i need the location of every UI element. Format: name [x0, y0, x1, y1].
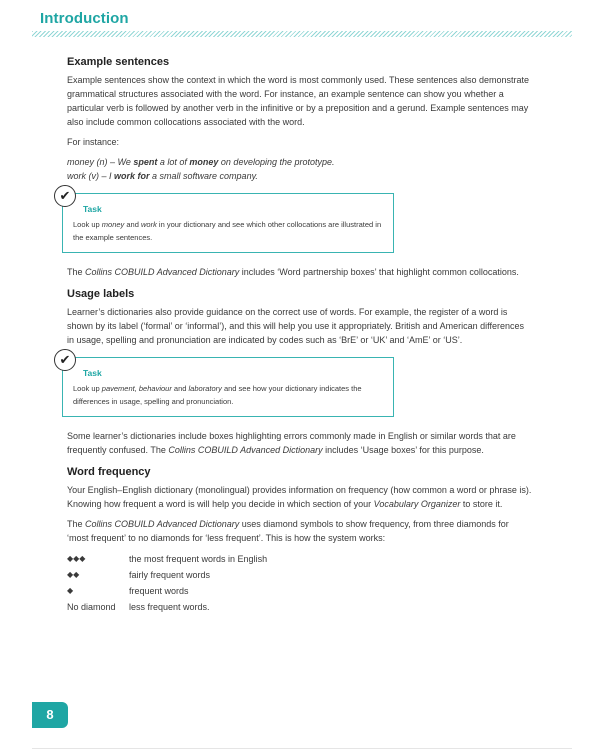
- heading-usage-labels: Usage labels: [67, 288, 135, 300]
- section-title: Introduction: [40, 10, 129, 27]
- no-diamond-label: No diamond: [67, 602, 116, 612]
- example-paragraph-2: The Collins COBUILD Advanced Dictionary includes ‘Word partnership boxes’ that highlight common collocations.: [67, 267, 519, 277]
- checkmark-icon: ✔: [54, 185, 76, 207]
- frequency-table: [67, 551, 532, 615]
- checkmark-icon: ✔: [54, 349, 76, 371]
- frequency-row: [67, 567, 532, 583]
- header-rule: [32, 31, 572, 37]
- diamond-icon: ◆: [67, 586, 74, 595]
- task-box-usage: [59, 352, 394, 417]
- heading-word-frequency: Word frequency: [67, 466, 151, 478]
- example-paragraph-1: Example sentences show the context in which the word is most commonly used. These sentences also demonstrate grammatical structures associated with the word. For instance, an example sentence can show you whether a particular verb is followed by another verb in the infinitive or by a preposition and a gerund. Example sentences may also include common collocations associated with the word.: [67, 75, 530, 127]
- diamond-icon: ◆◆◆: [67, 554, 86, 563]
- frequency-row: [67, 599, 532, 615]
- page-header: [0, 8, 600, 38]
- task-label: Task: [83, 204, 102, 214]
- task-text: Look up pavement, behaviour and laboratory and see how your dictionary indicates the differences in usage, spelling and pronunciation.: [73, 384, 362, 406]
- frequency-description: fairly frequent words: [129, 570, 211, 580]
- task-text: Look up money and work in your dictionary and see which other collocations are illustrated in the example sentences.: [73, 220, 382, 242]
- frequency-description: less frequent words.: [129, 602, 210, 612]
- page-number-tab: 8: [32, 702, 68, 728]
- frequency-description: frequent words: [129, 586, 189, 596]
- task-label: Task: [83, 368, 102, 378]
- frequency-paragraph-1: Your English–English dictionary (monolingual) provides information on frequency (how common a word or phrase is). Knowing how frequent a word is will help you decide in which section of your Vocabulary Organizer to store it.: [67, 485, 532, 509]
- page-content: [59, 55, 532, 615]
- bottom-rule: [32, 748, 572, 749]
- frequency-row: [67, 583, 532, 599]
- frequency-description: the most frequent words in English: [129, 554, 268, 564]
- heading-example-sentences: Example sentences: [67, 56, 170, 68]
- task-box-collocations: [59, 188, 394, 253]
- frequency-row: [67, 551, 532, 567]
- example-line-work: work (v) – I work for a small software company.: [67, 171, 258, 181]
- usage-paragraph-2: Some learner’s dictionaries include boxes highlighting errors commonly made in English or similar words that are frequently confused. The Collins COBUILD Advanced Dictionary includes ‘Usage boxes’ for this purpose.: [67, 431, 516, 455]
- usage-paragraph-1: Learner’s dictionaries also provide guidance on the correct use of words. For example, the register of a word is shown by its label (‘formal’ or ‘informal’), and this will help you use it appropriately. British and American differences in usage, spelling and pronunciation are indicated by codes such as ‘BrE’ or ‘UK’ and ‘AmE’ or ‘US’.: [67, 307, 525, 345]
- frequency-paragraph-2: The Collins COBUILD Advanced Dictionary uses diamond symbols to show frequency, from three diamonds for ‘most frequent’ to no diamonds for ‘less frequent’. This is how the system works:: [67, 519, 509, 543]
- for-instance-label: For instance:: [67, 137, 120, 147]
- diamond-icon: ◆◆: [67, 570, 80, 579]
- example-line-money: money (n) – We spent a lot of money on developing the prototype.: [67, 157, 335, 167]
